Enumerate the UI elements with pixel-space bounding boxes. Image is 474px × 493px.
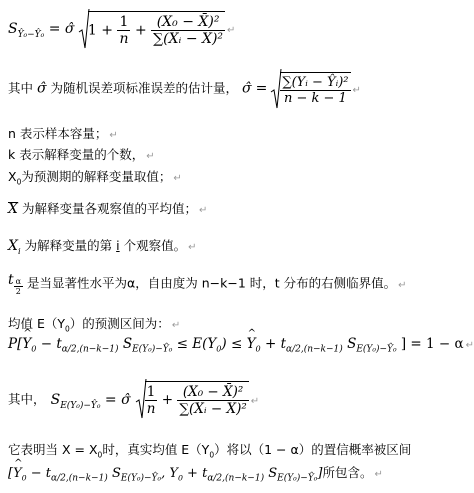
- return-mark: ↵: [109, 130, 118, 141]
- text: 是当显著性水平为α，自由度为 n−k−1 时，t 分布的右侧临界值。: [27, 275, 397, 291]
- text: X: [8, 169, 17, 184]
- text: ）将以（1 − α）的置信概率被区间: [214, 442, 412, 457]
- def-xi: [8, 236, 197, 256]
- text: 为解释变量的第: [24, 238, 113, 253]
- sigma-definition: [8, 68, 361, 110]
- frac-num: (X₀ − X̄)²: [182, 384, 244, 400]
- frac-num: 1: [119, 14, 129, 30]
- sub: 0: [65, 324, 70, 334]
- def-xbar: [8, 199, 207, 217]
- rhs: ] = 1 − α: [400, 336, 464, 352]
- equals-sign: =: [255, 80, 268, 97]
- plus-sign-2: +: [134, 22, 147, 39]
- conclusion-line1: [8, 440, 411, 460]
- text: 其中: [8, 80, 34, 96]
- return-mark: ↵: [146, 151, 155, 162]
- text: ）的预测区间为：: [69, 316, 170, 331]
- text: k 表示解释变量的个数，: [8, 147, 145, 162]
- return-mark: ↵: [198, 205, 208, 216]
- frac-dev: [177, 384, 248, 417]
- frac-den: n: [146, 401, 156, 417]
- frac-dev: [151, 14, 225, 47]
- text: 为预测期的解释变量取值；: [21, 169, 172, 184]
- sigma-hat: σ̂: [37, 80, 47, 97]
- interval-heading: [8, 314, 180, 334]
- symbol-s: S: [8, 21, 18, 37]
- return-mark: ↵: [250, 395, 260, 407]
- text: n 表示样本容量；: [8, 126, 108, 141]
- radicand: [280, 72, 350, 106]
- formula-text: P[^ $Y_0 - t_{\alpha/2,(n-k-1)}$ $S_{E(Y_0)-Ŷ_0} \le E(Y_0)$ ≤ ^ $Y_0 + t_{\alpha/2,(n-k-1)}$ $S_{E(Y_0)-Ŷ_0}$: [8, 336, 401, 352]
- return-mark: ↵: [465, 340, 474, 351]
- def-t: [8, 272, 407, 296]
- text: 它表明当 X = X: [8, 442, 98, 457]
- alpha-half: [14, 277, 23, 296]
- radicand: [145, 381, 249, 417]
- return-mark: ↵: [227, 25, 236, 36]
- return-mark: ↵: [398, 279, 407, 291]
- text: 均值 E（Y: [8, 316, 66, 331]
- return-mark: ↵: [352, 84, 361, 96]
- frac-num: 1: [146, 384, 156, 400]
- text: i: [116, 238, 120, 253]
- formula-mean-se: [8, 378, 259, 420]
- return-mark: ↵: [374, 469, 383, 480]
- frac-num: (X₀ − X̄)²: [156, 14, 220, 30]
- symbol-t-alpha-half: t $\frac{\alpha}{2}$: [8, 272, 22, 296]
- frac-den: ∑(Xᵢ − X̄)²: [153, 31, 224, 47]
- equals-sign: =: [48, 21, 61, 37]
- def-x0: [8, 167, 182, 187]
- text: 所包含。: [322, 465, 373, 480]
- sub-y0: Ŷ₀−Ŷ₀: [17, 29, 45, 40]
- text: 为解释变量各观察值的平均值；: [21, 201, 197, 216]
- num-one: 1: [87, 22, 97, 39]
- sub: 0: [209, 450, 215, 460]
- plus-sign: +: [161, 392, 174, 408]
- frac-one-over-n: [117, 14, 130, 47]
- text: 为随机误差项标准误差的估计量，: [50, 80, 239, 96]
- def-n: [8, 124, 118, 142]
- sigma-hat: σ̂: [64, 21, 75, 37]
- text: 时，真实均值 E（Y: [102, 442, 210, 457]
- text: 其中，: [8, 391, 46, 407]
- interval-formula: [^ $Y_0 - t_{\alpha/2,(n-k-1)}$ $S_{E(Y_0)-Ŷ_0}$, $Y_0 + t_{\alpha/2,(n-k-1)}$ $S_{E(Y_0)-Ŷ_0}$]: [8, 466, 322, 481]
- return-mark: ↵: [173, 173, 182, 184]
- symbol-xi: $X_i$: [8, 238, 21, 256]
- frac-one-over-n: [145, 384, 158, 417]
- frac-num: α: [15, 277, 22, 286]
- frac-num: ∑(Yᵢ − Ŷᵢ)²: [282, 75, 349, 90]
- formula-forecast-se: [8, 8, 235, 50]
- sigma-hat: σ̂: [242, 80, 252, 97]
- formula-interval: [8, 336, 474, 355]
- radicand: [88, 11, 225, 47]
- return-mark: ↵: [188, 242, 197, 253]
- plus-sign: +: [101, 22, 113, 39]
- frac-den: n: [119, 31, 129, 47]
- text: 个观察值。: [123, 238, 187, 253]
- formula: $S_{E(Y_0)-Ŷ_0}$ = σ̂: [50, 391, 131, 411]
- sub: 0: [16, 177, 22, 187]
- return-mark: ↵: [171, 320, 181, 331]
- sigma-hat: σ̂: [121, 391, 131, 408]
- sub: 0: [97, 450, 103, 460]
- frac-sigma: [280, 75, 350, 106]
- frac-den: ∑(Xᵢ − X̄)²: [179, 401, 247, 417]
- symbol-xbar: X: [8, 201, 18, 217]
- frac-den: n − k − 1: [280, 90, 350, 106]
- conclusion-line2: [8, 462, 383, 484]
- def-k: [8, 145, 155, 163]
- frac-den: 2: [14, 286, 23, 296]
